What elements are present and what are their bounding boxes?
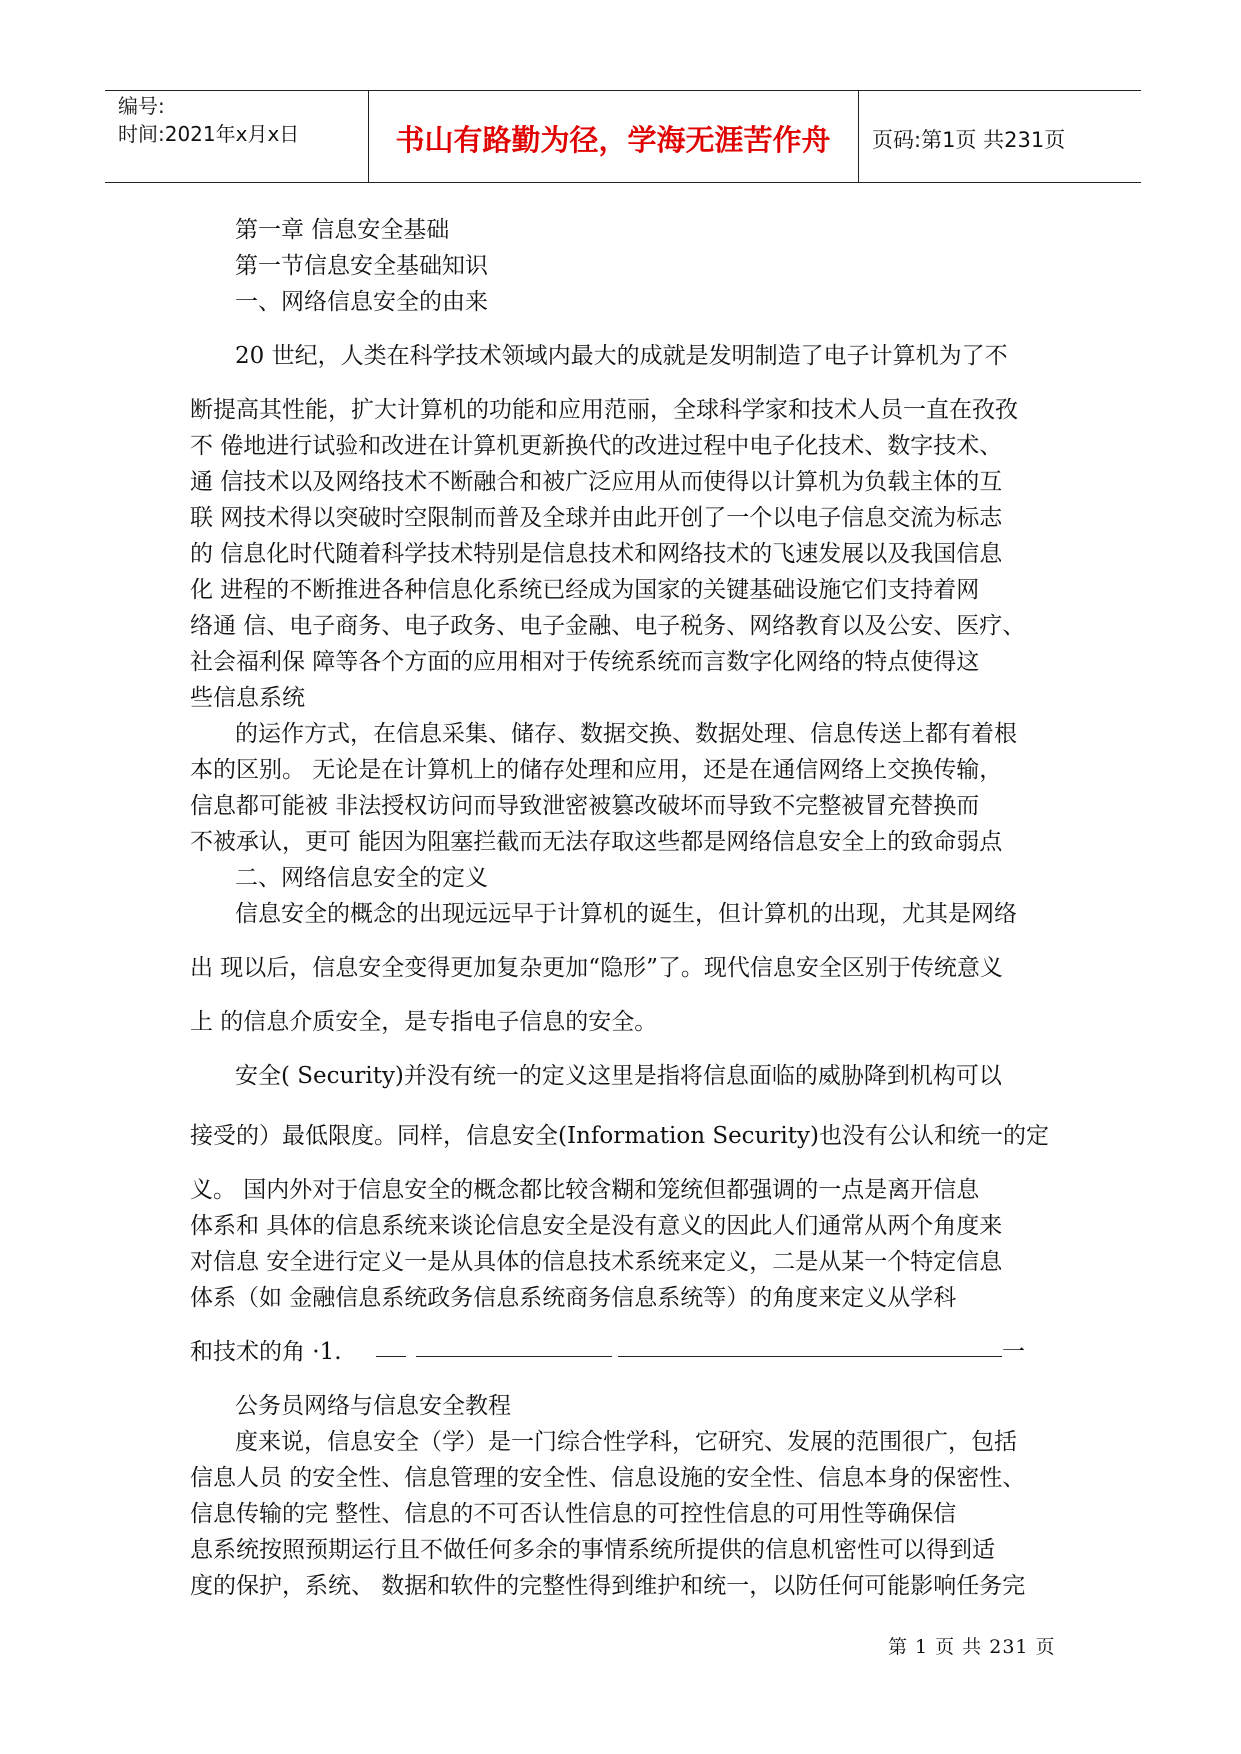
paragraph-line: 和技术的角 ·1. [190, 1339, 342, 1365]
header-page-info: 页码:第1页 共231页 [872, 128, 1066, 152]
paragraph-line: 度的保护，系统、 数据和软件的完整性得到维护和统一，以防任何可能影响任务完 [190, 1573, 1026, 1599]
paragraph-line: 不 倦地进行试验和改进在计算机更新换代的改进过程中电子化技术、数字技术、 [190, 433, 1003, 459]
paragraph-line: 通 信技术以及网络技术不断融合和被广泛应用从而使得以计算机为负载主体的互 [190, 469, 1003, 495]
paragraph-line: 社会福利保 障等各个方面的应用相对于传统系统而言数字化网络的特点使得这 [190, 649, 980, 675]
book-title: 公务员网络与信息安全教程 [235, 1393, 511, 1419]
paragraph-line: 化 进程的不断推进各种信息化系统已经成为国家的关键基础设施它们支持着网 [190, 577, 980, 603]
footnote-rule [376, 1356, 406, 1357]
paragraph-line: 断提高其性能，扩大计算机的功能和应用范丽，全球科学家和技术人员一直在孜孜 [190, 397, 1018, 423]
subsection-title: 二、网络信息安全的定义 [235, 865, 488, 891]
footnote-line [190, 1334, 1090, 1370]
footnote-rule [618, 1356, 1002, 1357]
paragraph-line: 本的区别。 无论是在计算机上的储存处理和应用，还是在通信网络上交换传输， [190, 757, 1003, 783]
paragraph-line: 联 网技术得以突破时空限制而普及全球并由此开创了一个以电子信息交流为标志 [190, 505, 1003, 531]
paragraph-line: 的运作方式，在信息采集、储存、数据交换、数据处理、信息传送上都有着根 [235, 721, 1017, 747]
paragraph-line: 的 信息化时代随着科学技术特别是信息技术和网络技术的飞速发展以及我国信息 [190, 541, 1003, 567]
subsection-title: 一、网络信息安全的由来 [235, 289, 488, 315]
header-divider-right [858, 90, 859, 183]
paragraph-line: 体系和 具体的信息系统来谈论信息安全是没有意义的因此人们通常从两个角度来 [190, 1213, 1003, 1239]
section-title: 第一节信息安全基础知识 [235, 253, 488, 279]
paragraph-line: 出 现以后，信息安全变得更加复杂更加“隐形”了。现代信息安全区别于传统意义 [190, 955, 1003, 981]
header-meta [118, 92, 299, 148]
document-body [190, 212, 1090, 1604]
page-footer: 第 1 页 共 231 页 [888, 1636, 1056, 1658]
paragraph-line: 信息传输的完 整性、信息的不可否认性信息的可控性信息的可用性等确保信 [190, 1501, 957, 1527]
paragraph-line: 些信息系统 [190, 685, 305, 711]
header-bottom-rule [105, 182, 1141, 183]
paragraph-line: 对信息 安全进行定义一是从具体的信息技术系统来定义，二是从某一个特定信息 [190, 1249, 1003, 1275]
chapter-title: 第一章 信息安全基础 [235, 217, 450, 243]
paragraph-line: 不被承认，更可 能因为阻塞拦截而无法存取这些都是网络信息安全上的致命弱点 [190, 829, 1003, 855]
paragraph-line: 信息安全的概念的出现远远早于计算机的诞生，但计算机的出现，尤其是网络 [235, 901, 1017, 927]
paragraph-line: 接受的）最低限度。同样，信息安全(Information Security)也没有公认和统一的定 [190, 1123, 1049, 1149]
paragraph-line: 络通 信、电子商务、电子政务、电子金融、电子税务、网络教育以及公安、医疗、 [190, 613, 1026, 639]
paragraph-line: 体系（如 金融信息系统政务信息系统商务信息系统等）的角度来定义从学科 [190, 1285, 957, 1311]
paragraph-line: 度来说，信息安全（学）是一门综合性学科，它研究、发展的范围很广，包括 [235, 1429, 1017, 1455]
paragraph-line: 安全( Security)并没有统一的定义这里是指将信息面临的威胁降到机构可以 [235, 1063, 1002, 1089]
footnote-rule [416, 1356, 612, 1357]
paragraph-line: 息系统按照预期运行且不做任何多余的事情系统所提供的信息机密性可以得到适 [190, 1537, 995, 1563]
paragraph-line: 义。 国内外对于信息安全的概念都比较含糊和笼统但都强调的一点是离开信息 [190, 1177, 980, 1203]
header-motto: 书山有路勤为径，学海无涯苦作舟 [395, 123, 831, 157]
header-top-rule [105, 90, 1141, 91]
paragraph-line: 信息人员 的安全性、信息管理的安全性、信息设施的安全性、信息本身的保密性、 [190, 1465, 1026, 1491]
paragraph-line: 上 的信息介质安全，是专指电子信息的安全。 [190, 1009, 658, 1035]
paragraph-line: 信息都可能被 非法授权访问而导致泄密被篡改破坏而导致不完整被冒充替换而 [190, 793, 980, 819]
footnote-dash: 一 [1002, 1339, 1025, 1365]
paragraph-line: 20 世纪，人类在科学技术领域内最大的成就是发明制造了电子计算机为了不 [235, 343, 1008, 369]
document-number-label: 编号: [118, 94, 165, 118]
document-date: 时间:2021年x月x日 [118, 122, 300, 146]
